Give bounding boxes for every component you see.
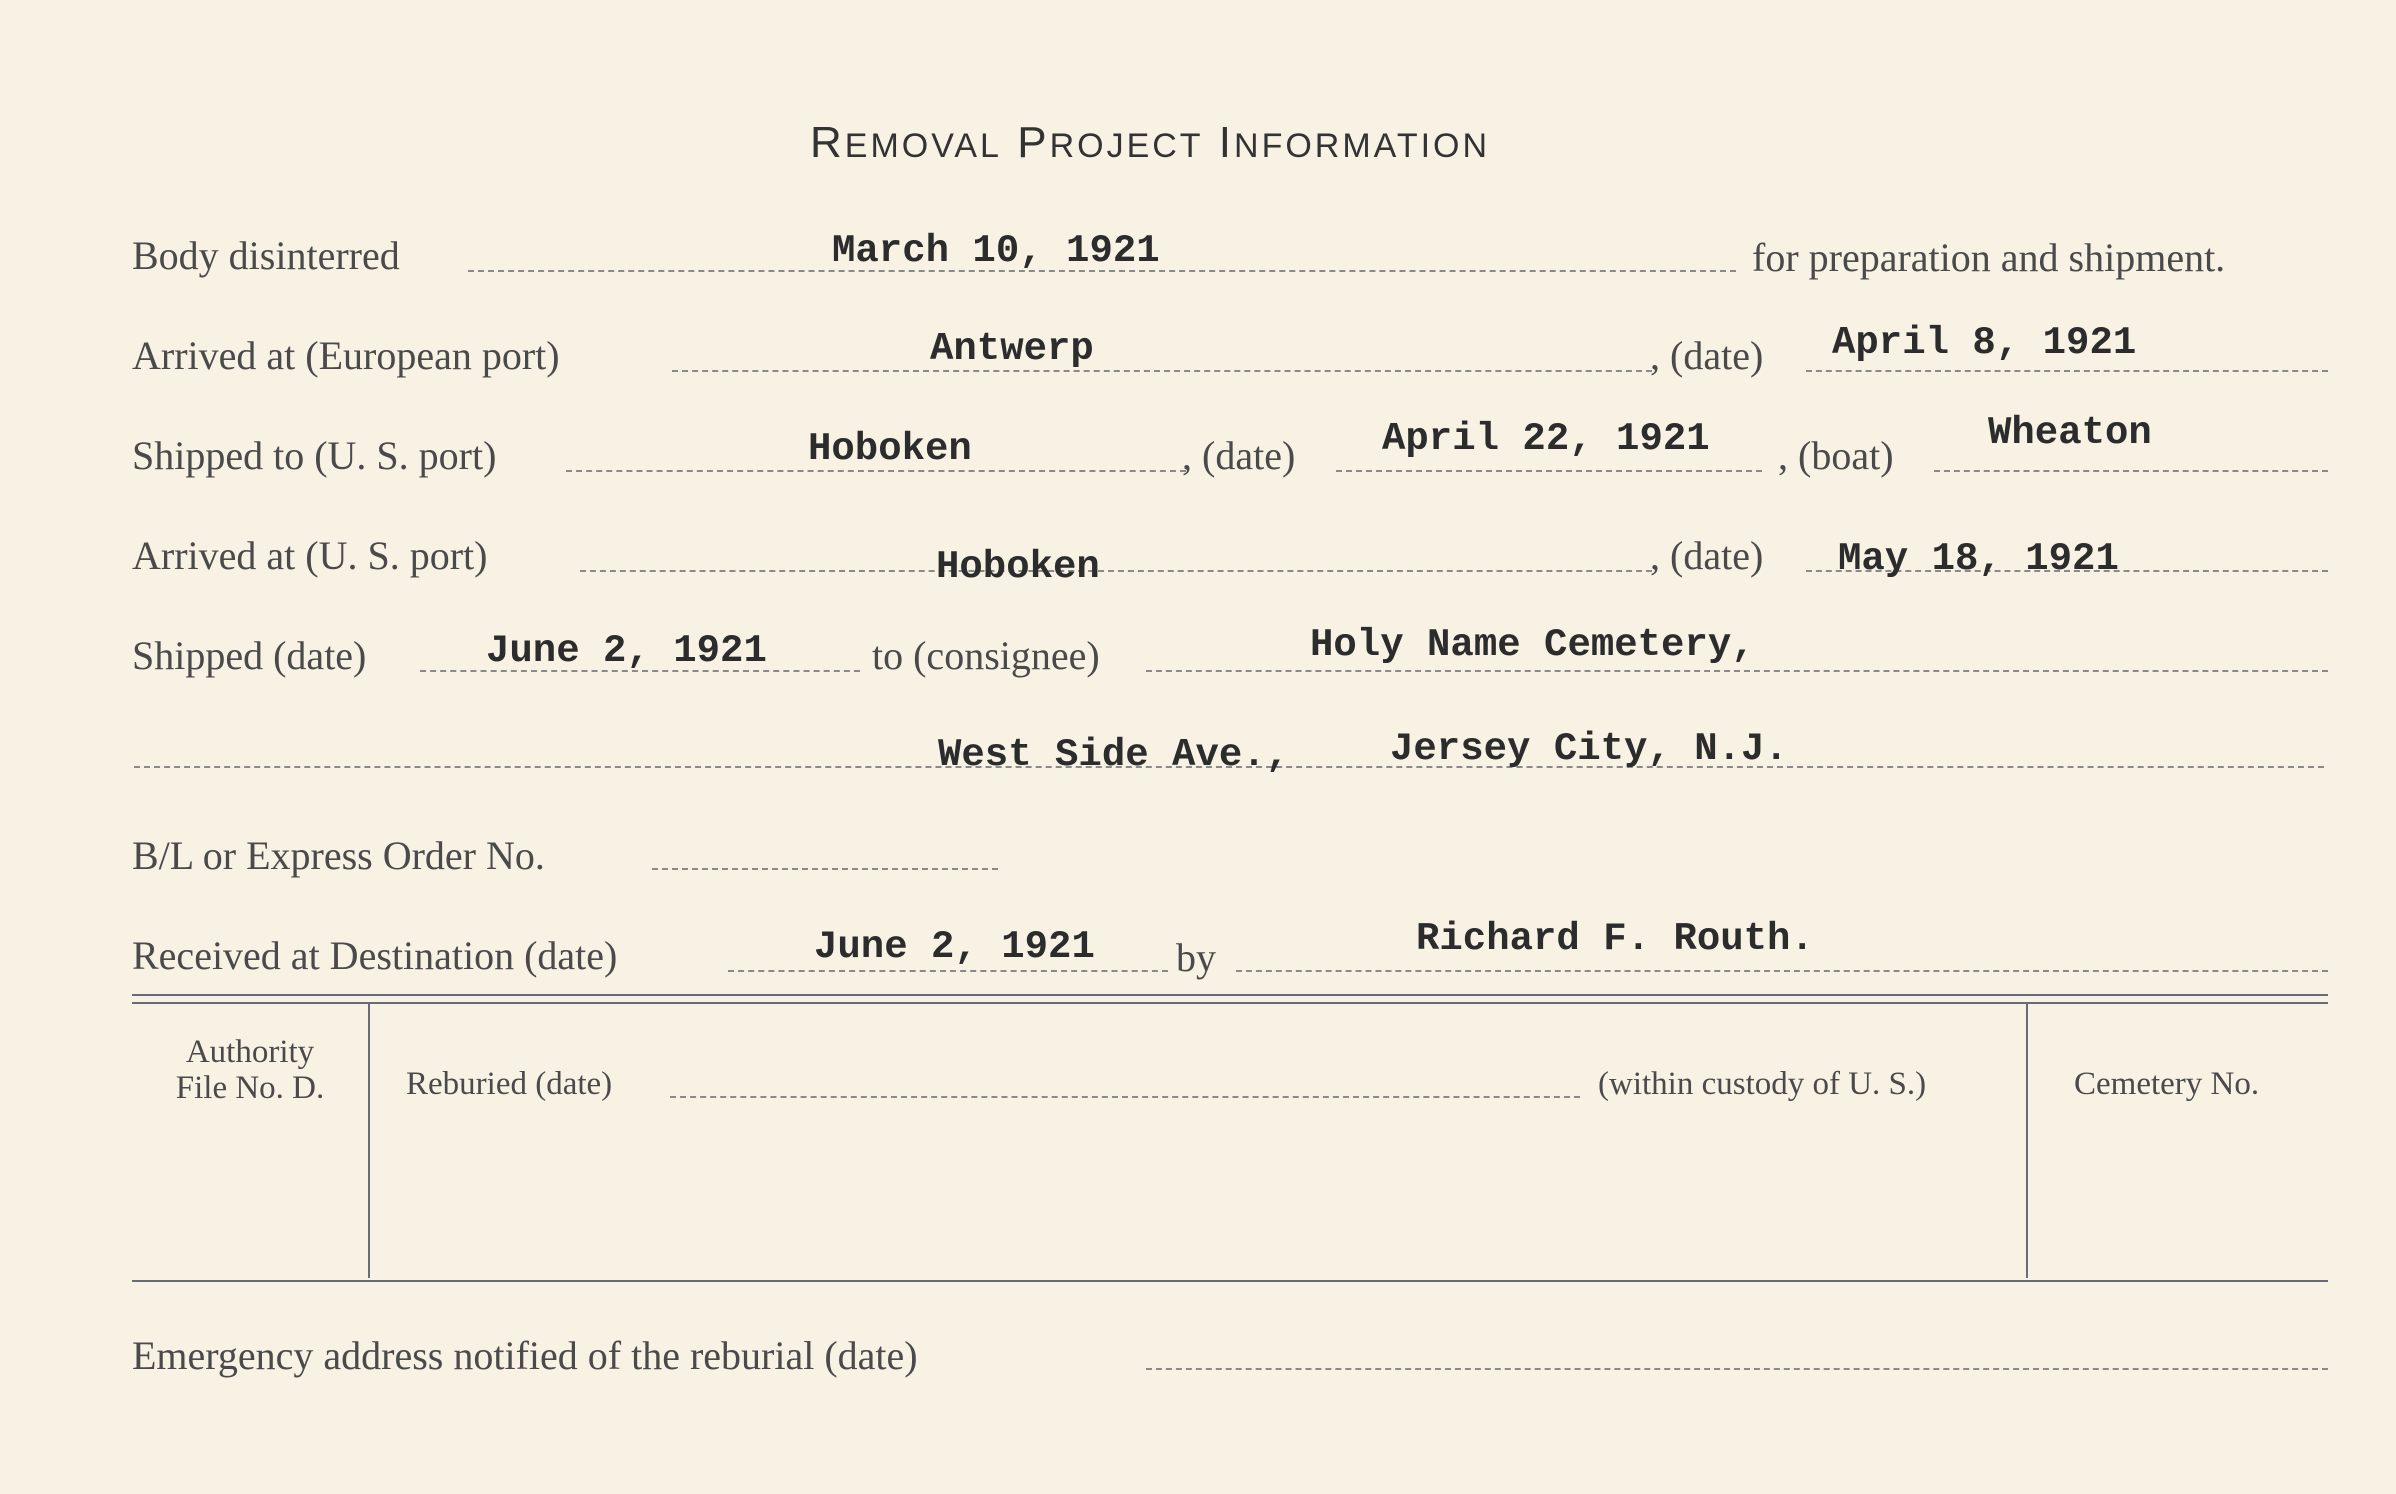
shipped-consignee-date-label: Shipped (date) <box>132 633 367 678</box>
shipped-us-label: Shipped to (U. S. port) <box>132 433 497 478</box>
arrived-europe-port-line <box>672 370 1652 372</box>
box-top-rule-1 <box>132 994 2328 996</box>
box-divider-right <box>2026 1004 2028 1278</box>
authority-label: Authority File No. D. <box>175 1034 325 1107</box>
emergency-line <box>1146 1368 2328 1370</box>
received-by-label: by <box>1176 935 1216 980</box>
received-by: Richard F. Routh. <box>1416 917 1814 961</box>
arrived-europe-date-line <box>1806 370 2328 372</box>
cemetery-no-label: Cemetery No. <box>2074 1066 2260 1102</box>
received-date-line <box>728 970 1168 972</box>
arrived-europe-date-label: , (date) <box>1650 333 1764 378</box>
arrived-europe-date: April 8, 1921 <box>1832 321 2137 365</box>
received-label: Received at Destination (date) <box>132 933 618 978</box>
shipped-us-date-line <box>1336 470 1762 472</box>
shipped-us-boat: Wheaton <box>1988 411 2152 455</box>
shipped-us-boat-line <box>1934 470 2328 472</box>
shipped-consignee-date: June 2, 1921 <box>486 629 767 673</box>
order-no-label: B/L or Express Order No. <box>132 833 545 878</box>
order-no-line <box>652 868 998 870</box>
shipped-us-date: April 22, 1921 <box>1382 417 1710 461</box>
box-divider-left <box>368 1004 370 1278</box>
shipped-us-date-label: , (date) <box>1182 433 1296 478</box>
arrived-us-port-line <box>580 570 1652 572</box>
card-title: REMOVAL PROJECT INFORMATION <box>810 118 1491 167</box>
address-street: West Side Ave., <box>938 733 1290 777</box>
received-date: June 2, 1921 <box>814 925 1095 969</box>
box-top-rule-2 <box>132 1002 2328 1004</box>
disinterred-label: Body disinterred <box>132 233 400 278</box>
reburied-line <box>670 1096 1580 1098</box>
arrived-europe-port: Antwerp <box>930 327 1094 371</box>
consignee-line <box>1146 670 2328 672</box>
consignee-value: Holy Name Cemetery, <box>1310 623 1755 667</box>
box-bottom-rule <box>132 1280 2328 1282</box>
address-city: Jersey City, N.J. <box>1390 727 1788 771</box>
reburied-label: Reburied (date) <box>406 1066 613 1102</box>
arrived-us-date-label: , (date) <box>1650 533 1764 578</box>
shipped-us-boat-label: , (boat) <box>1778 433 1894 478</box>
arrived-us-label: Arrived at (U. S. port) <box>132 533 488 578</box>
consignee-label: to (consignee) <box>872 633 1100 678</box>
received-by-line <box>1236 970 2328 972</box>
custody-label: (within custody of U. S.) <box>1598 1066 1927 1102</box>
disinterred-value: March 10, 1921 <box>832 229 1160 273</box>
shipped-us-port: Hoboken <box>808 427 972 471</box>
emergency-label: Emergency address notified of the reburial (date) <box>132 1333 918 1378</box>
arrived-us-port: Hoboken <box>936 545 1100 589</box>
disinterred-suffix: for preparation and shipment. <box>1752 235 2226 280</box>
arrived-us-date: May 18, 1921 <box>1838 537 2119 581</box>
arrived-europe-label: Arrived at (European port) <box>132 333 560 378</box>
